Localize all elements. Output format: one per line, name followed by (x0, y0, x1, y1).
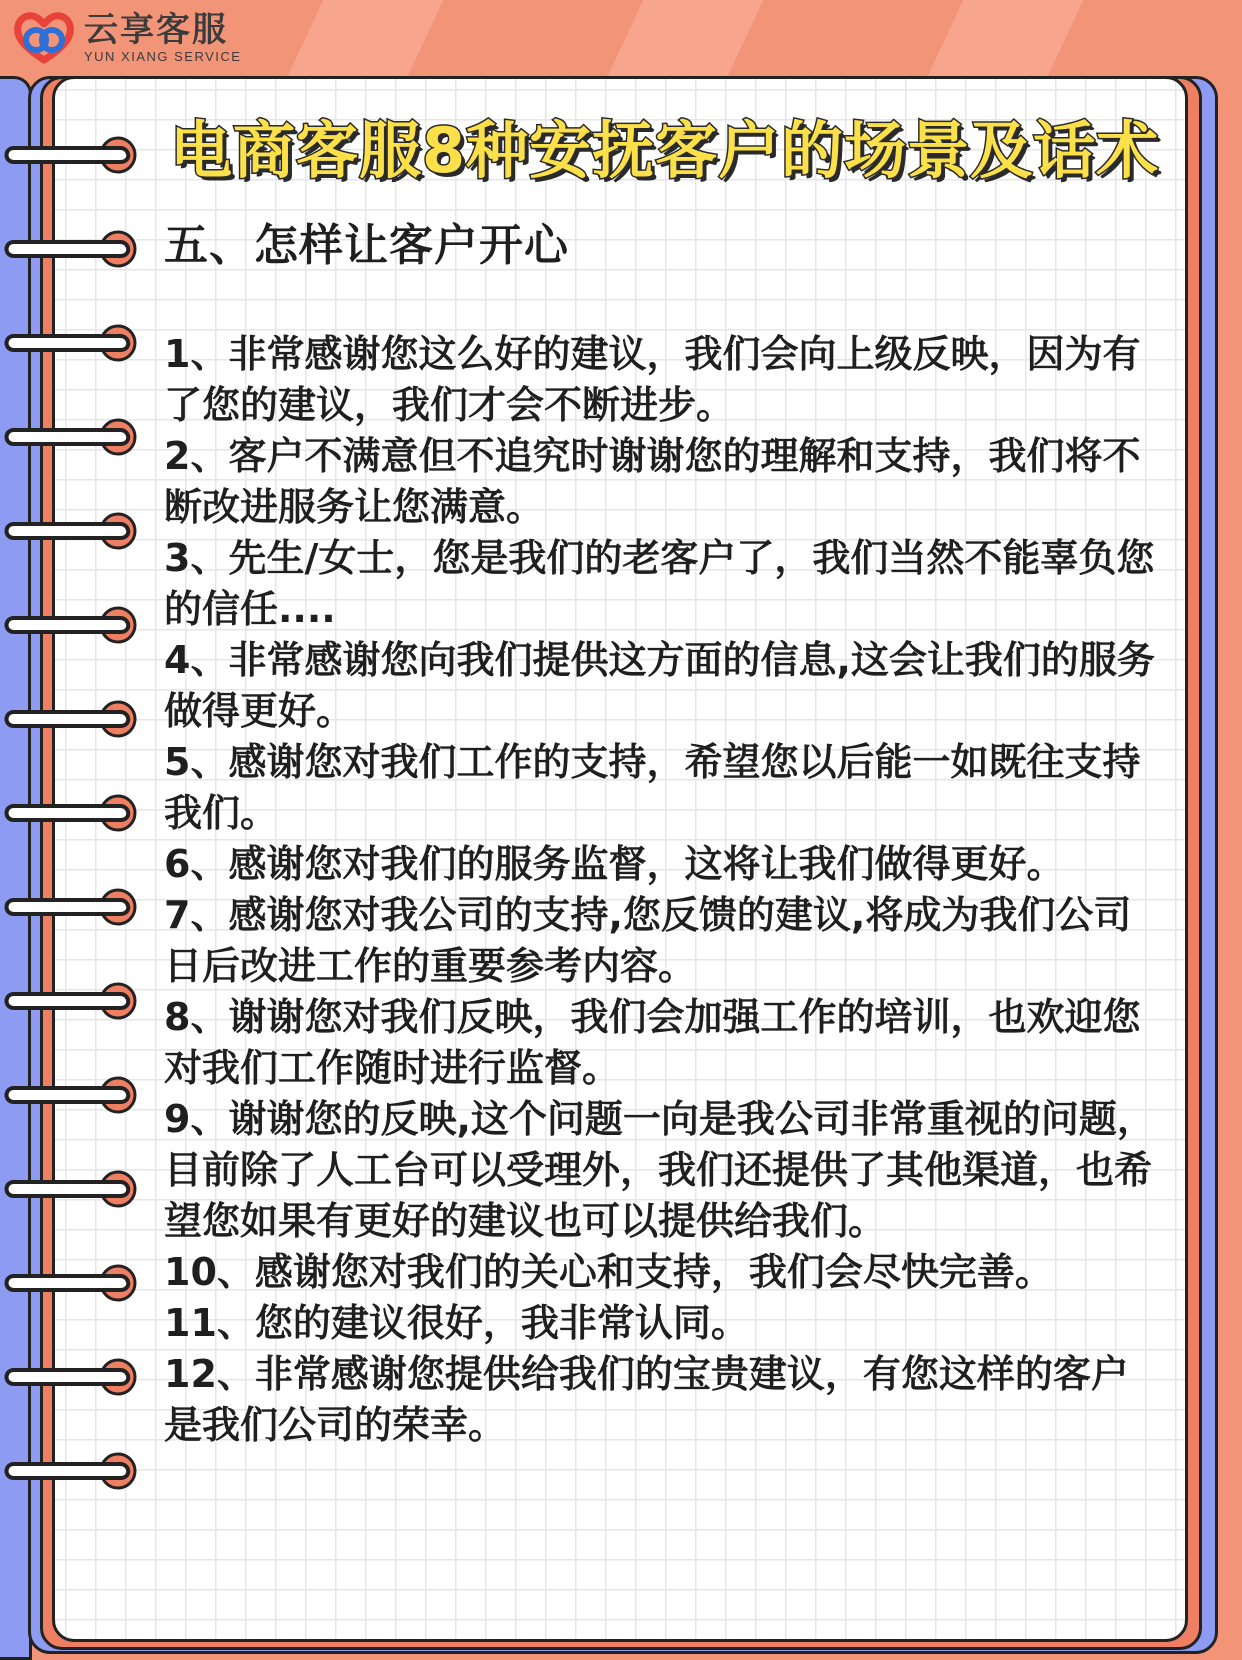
brand-name: 云享客服 (84, 10, 228, 50)
list-item: 4、非常感谢您向我们提供这方面的信息,这会让我们的服务做得更好。 (164, 638, 1155, 733)
spiral-ring (0, 600, 150, 650)
spiral-ring (0, 130, 150, 180)
list-item: 1、非常感谢您这么好的建议，我们会向上级反映，因为有了您的建议，我们才会不断进步。 (164, 332, 1141, 427)
spiral-ring (0, 224, 150, 274)
list-item: 10、感谢您对我们的关心和支持，我们会尽快完善。 (164, 1250, 1053, 1294)
list-item: 6、感谢您对我们的服务监督，这将让我们做得更好。 (164, 842, 1065, 886)
brand-logo-text (84, 11, 241, 65)
page-title-text: 电商客服8种安抚客户的场景及话术 (170, 113, 1160, 187)
list-item: 5、感谢您对我们工作的支持，希望您以后能一如既往支持我们。 (164, 740, 1141, 835)
spiral-ring (0, 506, 150, 556)
spiral-ring (0, 1070, 150, 1120)
section-heading: 五、怎样让客户开心 (164, 220, 569, 271)
brand-logo-icon (12, 10, 76, 66)
brand-logo (12, 8, 241, 68)
spiral-ring (0, 318, 150, 368)
spiral-ring (0, 788, 150, 838)
list-item: 9、谢谢您的反映,这个问题一向是我公司非常重视的问题，目前除了人工台可以受理外，我们还提供了其他渠道，也希望您如果有更好的建议也可以提供给我们。 (164, 1097, 1155, 1243)
spiral-ring (0, 1258, 150, 1308)
list-item: 12、非常感谢您提供给我们的宝贵建议，有您这样的客户是我们公司的荣幸。 (164, 1352, 1129, 1447)
page-title (170, 100, 1170, 190)
spiral-ring (0, 1446, 150, 1496)
list-item: 7、感谢您对我公司的支持,您反馈的建议,将成为我们公司日后改进工作的重要参考内容。 (164, 893, 1132, 988)
list-item: 11、您的建议很好，我非常认同。 (164, 1301, 749, 1345)
spiral-ring (0, 976, 150, 1026)
spiral-ring (0, 1352, 150, 1402)
spiral-ring (0, 412, 150, 462)
brand-name-en: YUN XIANG SERVICE (84, 49, 242, 64)
script-list (164, 329, 1164, 1451)
spiral-ring (0, 1164, 150, 1214)
list-item: 8、谢谢您对我们反映，我们会加强工作的培训，也欢迎您对我们工作随时进行监督。 (164, 995, 1141, 1090)
list-item: 3、先生/女士，您是我们的老客户了，我们当然不能辜负您的信任.... (164, 536, 1155, 631)
spiral-ring (0, 882, 150, 932)
spiral-ring (0, 694, 150, 744)
list-item: 2、客户不满意但不追究时谢谢您的理解和支持，我们将不断改进服务让您满意。 (164, 434, 1141, 529)
